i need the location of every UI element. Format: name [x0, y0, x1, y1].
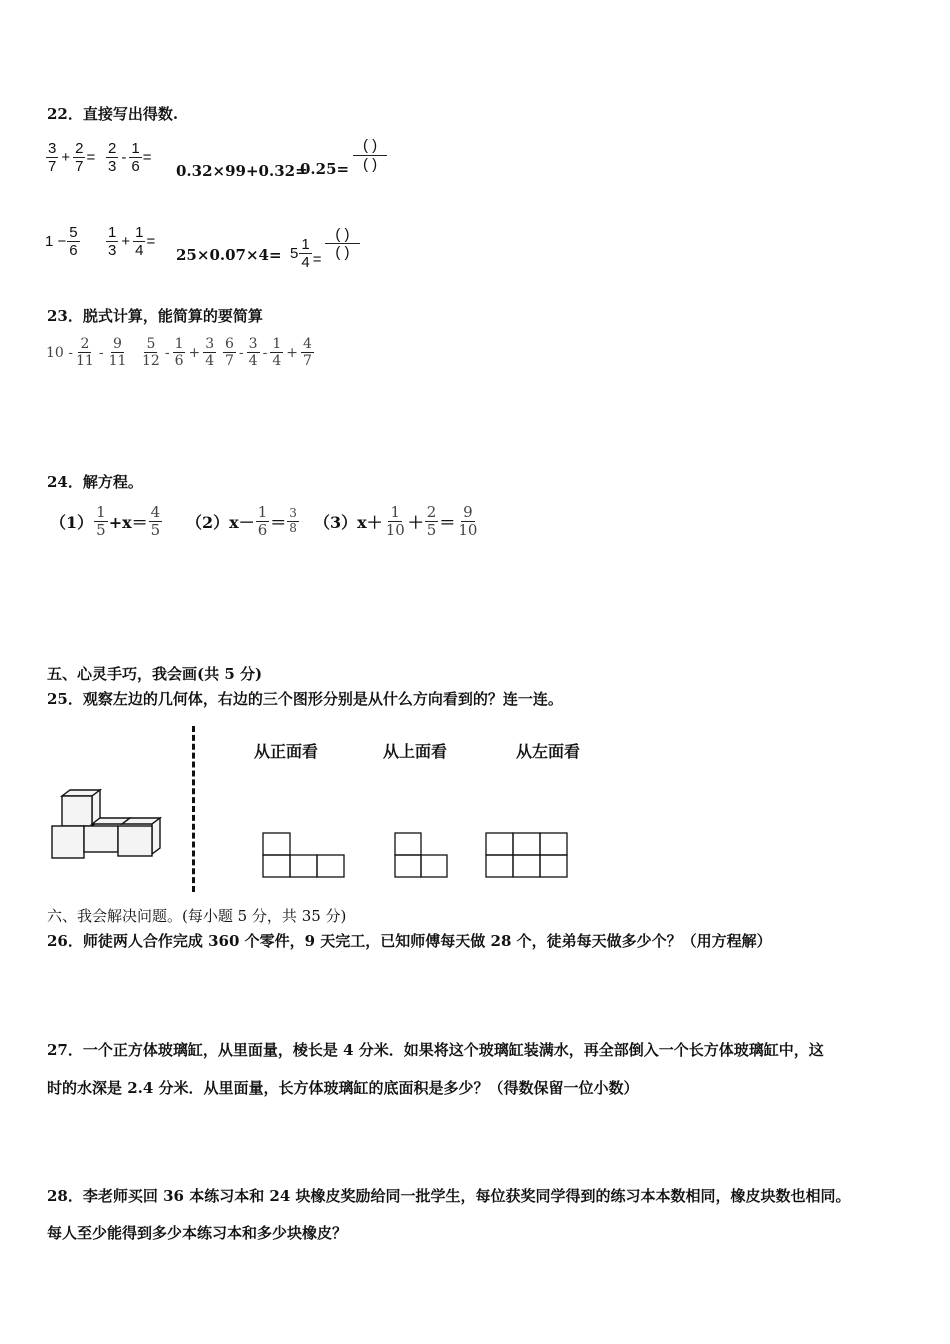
q23-expr-3: $\frac{6}{7}$ - $\frac{3}{4}$ - $\frac{1}{4}$ + $\frac{4}{7}$: [225, 336, 312, 370]
cube-solid-figure: [48, 788, 168, 862]
fraction: $\frac{2}{11}$: [76, 336, 94, 370]
q23-expr-2: $\frac{5}{12}$ - $\frac{1}{6}$ + $\frac{3}{4}$: [142, 336, 215, 370]
fraction: $\frac{3}{7}$: [48, 140, 57, 176]
q23-title: 23．脱式计算，能简算的要简算: [47, 307, 263, 325]
q27-line-2: 时的水深是 2.4 分米．从里面量，长方体玻璃缸的底面积是多少？（得数保留一位小数）: [47, 1079, 639, 1097]
fraction: $\frac{2}{5}$: [426, 503, 437, 540]
fraction: $\frac{3}{4}$: [248, 336, 258, 370]
view-shape-2: [394, 832, 450, 880]
fraction: $\frac{1}{4}$: [301, 236, 310, 272]
q22-title: 22．直接写出得数.: [47, 105, 179, 123]
q27-line-1: 27．一个正方体玻璃缸，从里面量，棱长是 4 分米．如果将这个玻璃缸装满水，再全部倒入一个长方体玻璃缸中，这: [47, 1041, 824, 1059]
fraction: $\frac{1}{6}$: [257, 503, 268, 540]
fraction: $\frac{1}{5}$: [96, 503, 106, 540]
q22-expr-5: 1 − $\frac{5}{6}$: [45, 224, 78, 260]
q22-expr-6: $\frac{1}{3}$ + $\frac{1}{4}$ =: [108, 224, 156, 260]
fraction: $\frac{5}{6}$: [69, 224, 78, 260]
view-shape-1: [262, 832, 346, 880]
fraction: $\frac{1}{10}$: [385, 503, 405, 540]
q22-expr-1: $\frac{3}{7}$ + $\frac{2}{7}$ =: [48, 140, 96, 176]
fraction: $\frac{4}{5}$: [150, 503, 161, 540]
q22-expr-4: 0.25= $\frac{( )}{( )}$: [300, 132, 391, 178]
blank-fraction: $\frac{( )}{( )}$: [350, 137, 390, 173]
fraction: $\frac{2}{7}$: [75, 140, 84, 176]
q23-expr-1: 10 - $\frac{2}{11}$ - $\frac{9}{11}$: [46, 336, 127, 370]
section-6-heading: 六、我会解决问题。(每小题 5 分，共 35 分): [47, 907, 347, 925]
fraction: $\frac{1}{4}$: [272, 336, 282, 370]
left-view-label: 从左面看: [516, 742, 581, 761]
fraction: $\frac{9}{10}$: [458, 503, 478, 540]
fraction: $\frac{4}{7}$: [302, 336, 312, 370]
fraction: $\frac{6}{7}$: [225, 336, 234, 370]
section-5-heading: 五、心灵手巧，我会画(共 5 分): [47, 665, 263, 683]
fraction: $\frac{3}{8}$: [289, 506, 297, 536]
q28-line-1: 28．李老师买回 36 本练习本和 24 块橡皮奖励给同一批学生，每位获奖同学得到的练习本本数相同，橡皮块数也相同。: [47, 1187, 851, 1205]
q24-equation-1: （1） $\frac{1}{5}$ +x＝ $\frac{4}{5}$: [50, 503, 161, 540]
q28-line-2: 每人至少能得到多少本练习本和多少块橡皮？: [47, 1224, 348, 1242]
q22-expr-7: 25×0.07×4=: [176, 246, 282, 264]
fraction: $\frac{3}{4}$: [205, 336, 215, 370]
q25-title: 25．观察左边的几何体，右边的三个图形分别是从什么方向看到的？连一连。: [47, 690, 563, 708]
view-shape-3: [485, 832, 569, 880]
fraction: $\frac{1}{3}$: [108, 224, 117, 260]
q24-equation-3: （3） x＋ $\frac{1}{10}$ ＋ $\frac{2}{5}$ ＝ $\frac{9}{10}$: [314, 503, 478, 540]
front-view-label: 从正面看: [254, 742, 319, 761]
q26-text: 26．师徒两人合作完成 360 个零件，9 天完工，已知师傅每天做 28 个，徒弟每天做多少个？（用方程解）: [47, 932, 772, 950]
fraction: $\frac{2}{3}$: [108, 140, 117, 176]
dashed-divider: [192, 726, 195, 892]
fraction: $\frac{9}{11}$: [108, 336, 127, 370]
fraction: $\frac{1}{6}$: [174, 336, 184, 370]
fraction: $\frac{1}{6}$: [131, 140, 140, 176]
blank-fraction: $\frac{( )}{( )}$: [322, 226, 362, 262]
q24-equation-2: （2） x－ $\frac{1}{6}$ ＝ $\frac{3}{8}$: [186, 503, 297, 540]
q22-expr-3: 0.32×99+0.32=: [176, 162, 308, 180]
fraction: $\frac{5}{12}$: [142, 336, 160, 370]
top-view-label: 从上面看: [383, 742, 448, 761]
q24-title: 24．解方程。: [47, 473, 143, 491]
q22-expr-8: 5 $\frac{1}{4}$ = $\frac{( )}{( )}$: [290, 216, 363, 272]
q22-expr-2: $\frac{2}{3}$ - $\frac{1}{6}$ =: [108, 140, 152, 176]
fraction: $\frac{1}{4}$: [135, 224, 144, 260]
